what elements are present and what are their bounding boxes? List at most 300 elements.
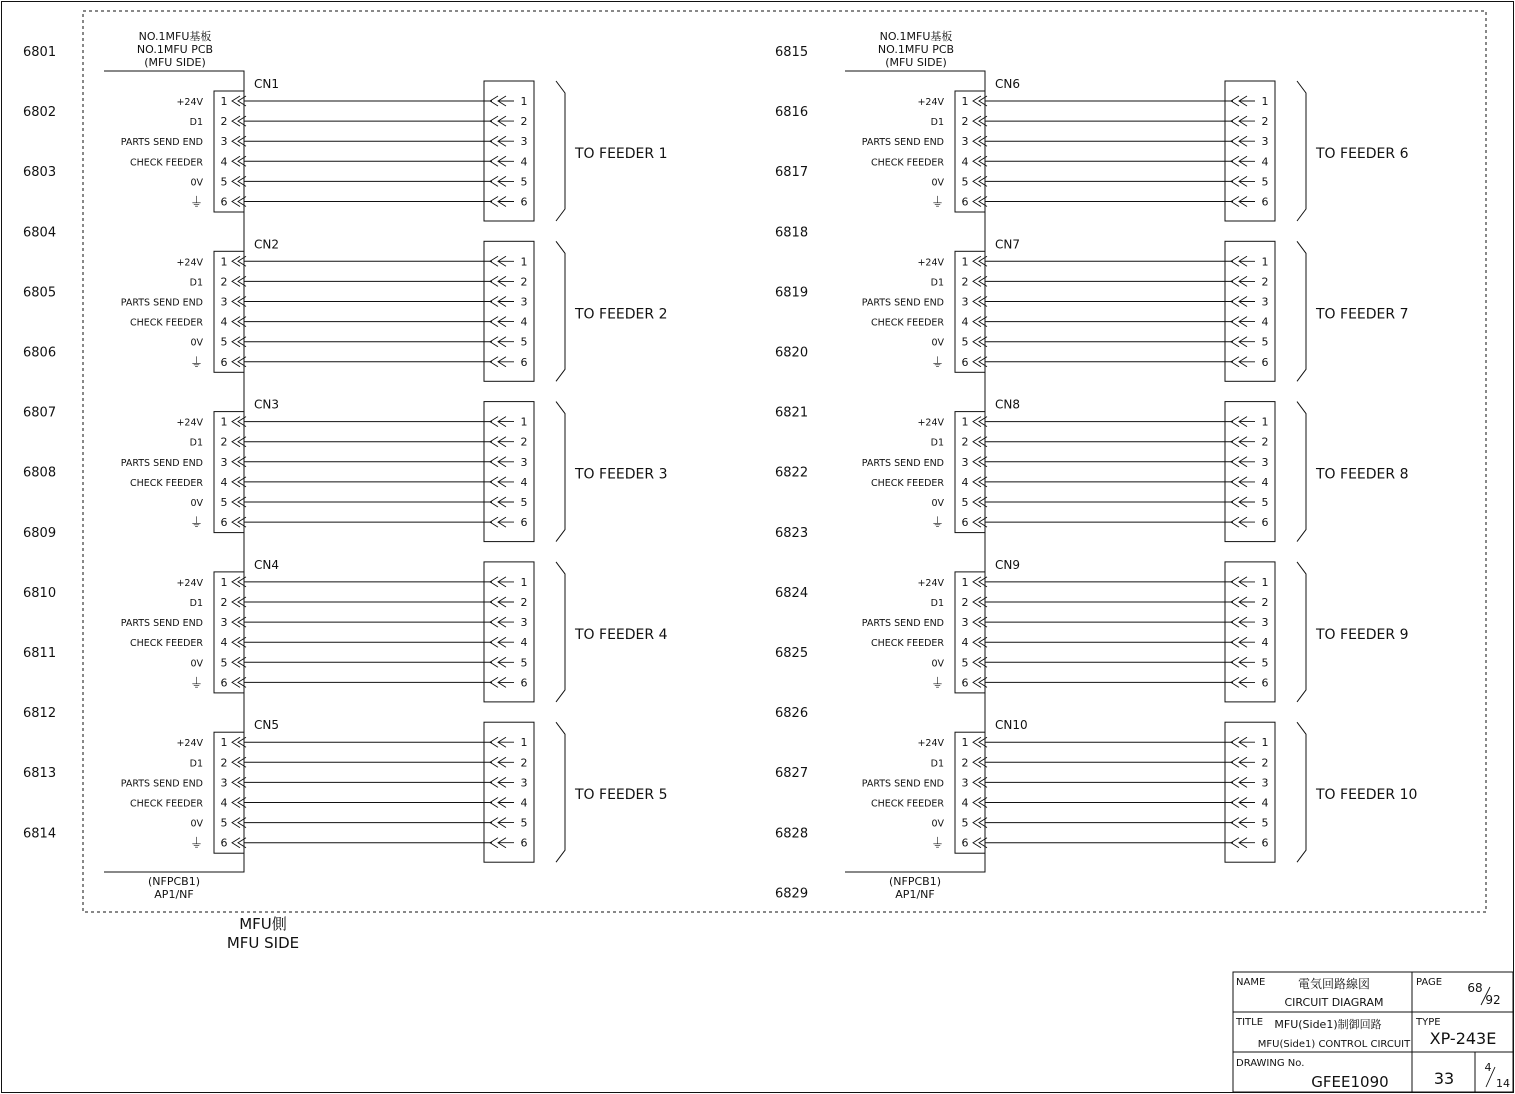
feeder-pin-number: 2 [520, 275, 528, 289]
board-connector-housing [214, 91, 244, 212]
page-number: 68 [1467, 981, 1483, 995]
board-pin-number: 3 [961, 295, 969, 309]
feeder-pin-number: 1 [1261, 95, 1269, 108]
board-pin-number: 1 [220, 255, 228, 269]
feeder-contact-icon [1231, 577, 1255, 587]
feeder-pin-number: 3 [520, 295, 528, 309]
board-connector-housing [214, 251, 244, 372]
feeder-contact-icon [490, 417, 514, 427]
connector-label: CN10 [995, 718, 1028, 733]
board-pin-number: 3 [961, 135, 969, 149]
feeder-pin-number: 3 [520, 135, 528, 149]
board-pin-number: 2 [220, 596, 228, 609]
board-pin-number: 6 [961, 836, 969, 850]
ground-icon: ⏚ [189, 836, 203, 852]
feeder-pin-number: 2 [520, 435, 528, 449]
board-pin-number: 6 [220, 676, 228, 690]
row-number: 6814 [23, 826, 57, 842]
board-pin-number: 4 [961, 636, 969, 650]
feeder-pin-number: 3 [520, 776, 528, 790]
feeder-contact-icon [490, 276, 514, 286]
feeder-label: TO FEEDER 1 [575, 146, 668, 162]
ground-icon: ⏚ [189, 676, 203, 692]
feeder-pin-number: 5 [1261, 496, 1269, 509]
feeder-bracket [556, 241, 565, 381]
signal-label: D1 [930, 758, 944, 770]
signal-label: 0V [931, 498, 944, 509]
row-number: 6803 [23, 165, 57, 181]
signal-label: PARTS SEND END [120, 778, 203, 790]
feeder-pin-number: 1 [1261, 736, 1269, 750]
signal-label: CHECK FEEDER [870, 477, 944, 489]
connector-cn10 [862, 718, 1418, 862]
feeder-bracket [1297, 241, 1306, 381]
row-number: 6812 [23, 706, 57, 722]
board-pin-number: 6 [220, 355, 228, 369]
feeder-pin-number: 1 [520, 736, 528, 750]
feeder-contact-icon [490, 297, 514, 307]
feeder-contact-icon [1231, 317, 1255, 327]
connector-label: CN2 [254, 237, 279, 252]
feeder-contact-icon [1231, 337, 1255, 347]
board-pin-number: 6 [220, 836, 228, 850]
board-pin-number: 3 [961, 616, 969, 630]
signal-label: 0V [190, 177, 203, 189]
board-pin-number: 3 [961, 776, 969, 790]
feeder-pin-number: 6 [1261, 355, 1269, 369]
signal-label: PARTS SEND END [120, 137, 203, 149]
board-pin-number: 4 [961, 155, 969, 169]
feeder-pin-number: 1 [1261, 415, 1269, 429]
pcb-ref2: AP1/NF [895, 888, 935, 901]
feeder-pin-number: 6 [1261, 836, 1269, 850]
row-number: 6807 [23, 405, 57, 421]
row-number: 6805 [23, 285, 57, 301]
connector-label: CN1 [254, 77, 279, 91]
pcb-outline-left [104, 71, 244, 872]
type-label: TYPE [1416, 1017, 1441, 1028]
signal-label: PARTS SEND END [861, 778, 944, 790]
board-pin-number: 2 [220, 115, 228, 129]
signal-label: +24V [917, 738, 944, 750]
signal-label: +24V [176, 738, 203, 750]
feeder-pin-number: 2 [520, 756, 528, 770]
connector-label: CN3 [254, 397, 279, 412]
row-number: 6825 [775, 646, 809, 661]
signal-label: D1 [189, 117, 203, 129]
row-number: 6821 [775, 405, 809, 421]
feeder-bracket [1297, 722, 1306, 862]
ground-icon: ⏚ [189, 355, 203, 371]
signal-label: 0V [190, 818, 203, 830]
pcb-name-jp: NO.1MFU基板 [879, 30, 953, 43]
signal-label: +24V [176, 417, 203, 429]
feeder-contact-icon [490, 256, 514, 266]
board-pin-number: 6 [961, 355, 969, 369]
feeder-pin-number: 4 [520, 796, 528, 810]
board-pin-number: 5 [961, 175, 969, 189]
feeder-contact-icon [1231, 197, 1255, 207]
board-pin-number: 1 [220, 575, 228, 589]
sheet-border [2, 2, 1514, 1093]
signal-label: 0V [931, 818, 944, 830]
board-pin-number: 4 [220, 475, 228, 489]
feeder-pin-number: 3 [1261, 776, 1269, 790]
feeder-pin-number: 5 [1261, 175, 1269, 189]
board-pin-number: 5 [961, 496, 969, 509]
signal-label: PARTS SEND END [120, 618, 203, 630]
feeder-contact-icon [1231, 256, 1255, 266]
feeder-contact-icon [1231, 297, 1255, 307]
signal-label: D1 [189, 598, 203, 609]
feeder-contact-icon [1231, 838, 1255, 848]
connector-groups [121, 77, 1418, 862]
feeder-pin-number: 4 [520, 315, 528, 329]
signal-label: CHECK FEEDER [129, 157, 203, 169]
connector-label: CN4 [254, 557, 279, 572]
feeder-contact-icon [490, 657, 514, 667]
board-pin-number: 5 [220, 816, 228, 830]
pcb-name-jp: NO.1MFU基板 [138, 30, 212, 43]
feeder-contact-icon [490, 677, 514, 687]
name-jp: 電気回路線図 [1297, 977, 1371, 991]
feeder-bracket [1297, 81, 1306, 221]
mfu-side-label-en: MFU SIDE [226, 934, 300, 952]
board-pin-number: 3 [220, 455, 228, 469]
feeder-label: TO FEEDER 10 [1316, 787, 1418, 804]
feeder-contact-icon [1231, 437, 1255, 447]
signal-label: 0V [931, 337, 944, 349]
signal-label: D1 [930, 598, 944, 609]
feeder-pin-number: 6 [1261, 195, 1269, 209]
feeder-contact-icon [490, 577, 514, 587]
feeder-contact-icon [490, 737, 514, 747]
feeder-contact-icon [1231, 637, 1255, 647]
feeder-bracket [556, 402, 565, 542]
feeder-contact-icon [490, 197, 514, 207]
feeder-contact-icon [1231, 677, 1255, 687]
signal-label: D1 [930, 437, 944, 449]
feeder-contact-icon [490, 176, 514, 186]
row-number: 6826 [775, 706, 809, 722]
board-connector-housing [955, 91, 985, 212]
board-pin-number: 6 [220, 516, 228, 530]
feeder-contact-icon [1231, 457, 1255, 467]
name-en: CIRCUIT DIAGRAM [1284, 996, 1384, 1009]
feeder-contact-icon [490, 597, 514, 607]
feeder-contact-icon [490, 517, 514, 527]
row-number: 6824 [775, 585, 809, 601]
board-pin-number: 1 [961, 575, 969, 589]
feeder-contact-icon [490, 156, 514, 166]
pcb-ref1: (NFPCB1) [889, 875, 941, 888]
connector-cn7 [862, 237, 1409, 381]
feeder-bracket [556, 562, 565, 702]
feeder-pin-number: 1 [520, 415, 528, 429]
board-pin-number: 4 [961, 315, 969, 329]
row-number: 6823 [775, 525, 809, 541]
board-pin-number: 6 [220, 195, 228, 209]
board-pin-number: 1 [220, 415, 228, 429]
row-number: 6802 [23, 105, 57, 121]
feeder-pin-number: 4 [520, 636, 528, 650]
feeder-contact-icon [1231, 517, 1255, 527]
board-connector-housing [214, 732, 244, 853]
feeder-pin-number: 1 [520, 255, 528, 269]
board-pin-number: 2 [961, 756, 969, 770]
feeder-pin-number: 1 [520, 95, 528, 108]
feeder-contact-icon [490, 437, 514, 447]
feeder-contact-icon [1231, 96, 1255, 106]
feeder-label: TO FEEDER 4 [575, 626, 668, 643]
row-number: 6820 [775, 345, 809, 361]
title-label: TITLE [1236, 1017, 1264, 1028]
connector-cn4 [121, 558, 668, 702]
feeder-pin-number: 6 [1261, 676, 1269, 690]
feeder-bracket [556, 81, 565, 221]
right-row-numbers [775, 45, 808, 901]
title-block [1233, 972, 1513, 1092]
pcb-name-en: NO.1MFU PCB [877, 43, 955, 56]
row-number: 6809 [23, 525, 57, 541]
signal-label: PARTS SEND END [861, 457, 944, 469]
board-pin-number: 6 [961, 676, 969, 690]
pcb-name-en: NO.1MFU PCB [136, 43, 214, 56]
signal-label: 0V [931, 177, 944, 189]
board-connector-housing [955, 732, 985, 853]
feeder-label: TO FEEDER 8 [1316, 466, 1409, 483]
page-total: 92 [1485, 993, 1501, 1007]
row-number: 6819 [775, 285, 809, 301]
feeder-pin-number: 6 [520, 676, 528, 690]
feeder-pin-number: 5 [520, 175, 528, 189]
board-pin-number: 1 [961, 95, 969, 108]
pcb-ref2: AP1/NF [154, 888, 194, 901]
row-number: 6806 [23, 345, 57, 361]
board-pin-number: 1 [961, 736, 969, 750]
feeder-contact-icon [1231, 417, 1255, 427]
row-number: 6828 [775, 826, 809, 842]
signal-label: D1 [189, 437, 203, 449]
drawing-label: DRAWING No. [1236, 1058, 1305, 1069]
pcb-outline-right [845, 71, 985, 872]
signal-label: +24V [176, 577, 203, 589]
connector-cn6 [862, 77, 1409, 221]
feeder-pin-number: 4 [1261, 636, 1269, 650]
feeder-pin-number: 4 [1261, 796, 1269, 810]
feeder-contact-icon [1231, 276, 1255, 286]
signal-label: +24V [917, 97, 944, 108]
board-pin-number: 1 [961, 415, 969, 429]
row-number: 6816 [775, 105, 809, 121]
feeder-pin-number: 3 [520, 616, 528, 630]
signal-label: PARTS SEND END [120, 457, 203, 469]
pcb-header-left [137, 29, 213, 69]
board-pin-number: 4 [961, 475, 969, 489]
feeder-pin-number: 2 [1261, 596, 1269, 609]
feeder-label: TO FEEDER 5 [575, 787, 668, 804]
feeder-pin-number: 5 [1261, 656, 1269, 670]
board-pin-number: 3 [961, 455, 969, 469]
feeder-contact-icon [490, 838, 514, 848]
signal-label: CHECK FEEDER [129, 798, 203, 810]
feeder-bracket [1297, 562, 1306, 702]
ground-icon: ⏚ [189, 195, 203, 211]
board-pin-number: 3 [220, 776, 228, 790]
signal-label: PARTS SEND END [120, 297, 203, 309]
signal-label: D1 [930, 277, 944, 289]
feeder-contact-icon [1231, 156, 1255, 166]
feeder-pin-number: 5 [1261, 335, 1269, 349]
type-value: XP-243E [1429, 1029, 1497, 1048]
feeder-contact-icon [1231, 176, 1255, 186]
board-connector-housing [214, 572, 244, 693]
signal-label: +24V [917, 417, 944, 429]
feeder-pin-number: 2 [1261, 275, 1269, 289]
feeder-pin-number: 2 [1261, 115, 1269, 129]
feeder-pin-number: 4 [520, 475, 528, 489]
signal-label: +24V [917, 577, 944, 589]
signal-label: +24V [917, 257, 944, 269]
signal-label: D1 [930, 117, 944, 129]
ground-icon: ⏚ [930, 195, 944, 211]
board-pin-number: 2 [220, 435, 228, 449]
feeder-pin-number: 4 [1261, 475, 1269, 489]
feeder-label: TO FEEDER 3 [575, 466, 668, 483]
signal-label: 0V [190, 498, 203, 509]
row-number: 6827 [775, 766, 809, 782]
board-pin-number: 5 [961, 656, 969, 670]
feeder-pin-number: 5 [1261, 816, 1269, 830]
board-connector-housing [955, 572, 985, 693]
feeder-contact-icon [490, 757, 514, 767]
signal-label: D1 [189, 277, 203, 289]
left-row-numbers [23, 45, 56, 841]
connector-cn9 [862, 558, 1409, 702]
row-number: 6810 [23, 585, 57, 601]
feeder-contact-icon [1231, 136, 1255, 146]
board-pin-number: 5 [220, 175, 228, 189]
feeder-contact-icon [1231, 777, 1255, 787]
row-number: 6817 [775, 165, 809, 181]
board-pin-number: 2 [961, 275, 969, 289]
feeder-pin-number: 2 [520, 115, 528, 129]
signal-label: CHECK FEEDER [870, 157, 944, 169]
feeder-pin-number: 3 [1261, 455, 1269, 469]
ground-icon: ⏚ [930, 355, 944, 371]
board-pin-number: 5 [220, 496, 228, 509]
feeder-contact-icon [490, 617, 514, 627]
feeder-pin-number: 2 [1261, 756, 1269, 770]
feeder-contact-icon [490, 96, 514, 106]
row-number: 6808 [23, 465, 57, 481]
feeder-pin-number: 3 [520, 455, 528, 469]
signal-label: PARTS SEND END [861, 618, 944, 630]
title-jp: MFU(Side1)制御回路 [1274, 1018, 1382, 1031]
signal-label: CHECK FEEDER [129, 317, 203, 329]
feeder-pin-number: 1 [520, 575, 528, 589]
feeder-label: TO FEEDER 9 [1316, 626, 1409, 643]
board-pin-number: 1 [220, 95, 228, 108]
feeder-contact-icon [1231, 757, 1255, 767]
board-pin-number: 5 [220, 335, 228, 349]
row-number: 6818 [775, 225, 809, 241]
feeder-contact-icon [490, 637, 514, 647]
feeder-bracket [556, 722, 565, 862]
feeder-pin-number: 6 [520, 836, 528, 850]
row-number: 6801 [23, 45, 57, 60]
row-number: 6813 [23, 766, 57, 782]
feeder-contact-icon [490, 136, 514, 146]
signal-label: CHECK FEEDER [129, 638, 203, 650]
connector-cn1 [121, 77, 668, 221]
pcb-side: (MFU SIDE) [885, 56, 947, 69]
feeder-contact-icon [1231, 116, 1255, 126]
title-en: MFU(Side1) CONTROL CIRCUIT [1257, 1039, 1411, 1050]
feeder-pin-number: 4 [1261, 315, 1269, 329]
board-pin-number: 4 [220, 155, 228, 169]
pcb-footer-right [889, 875, 941, 901]
feeder-contact-icon [1231, 357, 1255, 367]
feeder-pin-number: 4 [1261, 155, 1269, 169]
feeder-pin-number: 5 [520, 335, 528, 349]
feeder-contact-icon [490, 317, 514, 327]
connector-label: CN7 [995, 237, 1020, 252]
feeder-contact-icon [490, 497, 514, 507]
feeder-contact-icon [490, 777, 514, 787]
connector-label: CN5 [254, 718, 279, 733]
feeder-pin-number: 6 [520, 516, 528, 530]
signal-label: PARTS SEND END [861, 297, 944, 309]
board-pin-number: 3 [220, 616, 228, 630]
row-number: 6815 [775, 45, 809, 60]
board-pin-number: 1 [961, 255, 969, 269]
ground-icon: ⏚ [930, 676, 944, 692]
connector-label: CN6 [995, 77, 1020, 91]
feeder-contact-icon [1231, 818, 1255, 828]
sheet-code: 33 [1433, 1069, 1455, 1088]
feeder-label: TO FEEDER 2 [575, 306, 668, 323]
signal-label: +24V [176, 257, 203, 269]
connector-cn3 [121, 398, 668, 542]
feeder-contact-icon [1231, 737, 1255, 747]
feeder-contact-icon [1231, 657, 1255, 667]
feeder-pin-number: 3 [1261, 616, 1269, 630]
feeder-contact-icon [490, 357, 514, 367]
board-pin-number: 4 [220, 636, 228, 650]
board-pin-number: 2 [961, 596, 969, 609]
pcb-side: (MFU SIDE) [144, 56, 206, 69]
feeder-pin-number: 4 [520, 155, 528, 169]
feeder-contact-icon [490, 457, 514, 467]
board-pin-number: 5 [961, 816, 969, 830]
page-label: PAGE [1416, 977, 1443, 988]
feeder-pin-number: 1 [1261, 575, 1269, 589]
board-pin-number: 2 [220, 275, 228, 289]
signal-label: 0V [190, 337, 203, 349]
board-pin-number: 6 [961, 195, 969, 209]
board-pin-number: 6 [961, 516, 969, 530]
board-connector-housing [955, 412, 985, 533]
feeder-contact-icon [1231, 617, 1255, 627]
board-pin-number: 4 [961, 796, 969, 810]
signal-label: D1 [189, 758, 203, 770]
signal-label: 0V [190, 658, 203, 670]
feeder-contact-icon [1231, 477, 1255, 487]
board-pin-number: 5 [961, 335, 969, 349]
connector-label: CN8 [995, 397, 1020, 412]
mfu-side-label-jp: MFU側 [239, 915, 287, 933]
